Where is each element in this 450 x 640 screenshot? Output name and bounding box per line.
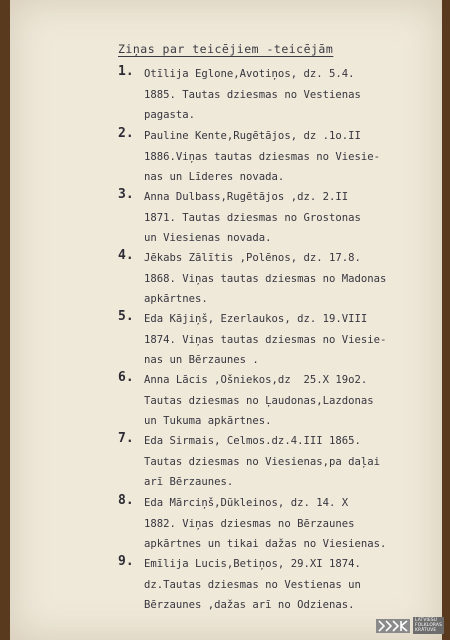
- entry-line: dz.Tautas dziesmas no Vestienas un: [144, 578, 361, 591]
- entry-number: 2.: [118, 126, 134, 141]
- entry-line: nas un Bērzaunes .: [144, 354, 259, 366]
- entry-line: un Tukuma apkārtnes.: [144, 415, 272, 427]
- entry-5: [120, 309, 450, 371]
- entry-line: 1882. Viņas dziesmas no Bērzaunes: [144, 517, 355, 530]
- entry-line: Pauline Kente,Rugētājos, dz .1o.II: [144, 130, 361, 142]
- entry-line: Bērzaunes ,dažas arī no Odzienas.: [144, 599, 355, 611]
- entry-number: 4.: [118, 248, 134, 263]
- logo-line: FOLKLORAS: [415, 623, 442, 628]
- entry-number: 1.: [118, 64, 134, 79]
- entry-number: 6.: [118, 370, 134, 385]
- entry-number: 9.: [118, 554, 134, 569]
- entry-number: 8.: [118, 493, 134, 508]
- logo-line: LATVIEŠU: [415, 618, 438, 623]
- logo-line: KRĀTUVE: [415, 628, 437, 633]
- entry-line: 1871. Tautas dziesmas no Grostonas: [144, 211, 361, 224]
- entry-7: [120, 431, 450, 493]
- entry-line: nas un Līderes novada.: [144, 171, 285, 183]
- lfk-logo-icon: [376, 619, 410, 633]
- entry-line: arī Bērzaunes.: [144, 476, 234, 488]
- entry-4: [120, 248, 450, 310]
- entry-line: 1868. Viņas tautas dziesmas no Madonas: [144, 272, 387, 285]
- entry-2: [120, 126, 450, 188]
- entry-line: 1886.Viņas tautas dziesmas no Viesie-: [144, 150, 380, 163]
- entry-line: 1885. Tautas dziesmas no Vestienas: [144, 88, 361, 101]
- entry-line: un Viesienas novada.: [144, 232, 272, 244]
- entry-1: [120, 64, 450, 126]
- entry-9: [120, 554, 450, 616]
- entry-line: 1874. Viņas tautas dziesmas no Viesie-: [144, 333, 387, 346]
- logo-text: [413, 617, 444, 634]
- entry-3: [120, 187, 450, 249]
- entry-line: Eda Kājiņš, Ezerlaukos, dz. 19.VIII: [144, 313, 368, 325]
- entry-line: Eda Sirmais, Celmos.dz.4.III 1865.: [144, 435, 361, 447]
- entry-line: Eda Mārciņš,Dūkleinos, dz. 14. X: [144, 497, 349, 509]
- document-page: [10, 0, 442, 640]
- entry-number: 5.: [118, 309, 134, 324]
- entry-number: 7.: [118, 431, 134, 446]
- entry-8: [120, 493, 450, 555]
- page-title: Ziņas par teicējiem -teicējām: [118, 42, 334, 56]
- archive-logo: [376, 617, 444, 634]
- entry-line: pagasta.: [144, 109, 196, 121]
- entry-line: Emīlija Lucis,Betiņos, 29.XI 1874.: [144, 558, 361, 570]
- entry-number: 3.: [118, 187, 134, 202]
- entry-line: Anna Lācis ,Ošniekos,dz 25.X 19o2.: [144, 374, 368, 386]
- entry-line: Otīlija Eglone,Avotiņos, dz. 5.4.: [144, 68, 355, 80]
- entry-line: apkārtnes un tikai dažas no Viesienas.: [144, 538, 387, 550]
- entry-6: [120, 370, 450, 432]
- entry-line: Anna Dulbass,Rugētājos ,dz. 2.II: [144, 191, 349, 203]
- entry-line: Tautas dziesmas no Ļaudonas,Lazdonas: [144, 394, 374, 407]
- entry-line: apkārtnes.: [144, 293, 208, 305]
- entry-line: Tautas dziesmas no Viesienas,pa daļai: [144, 455, 380, 468]
- entry-line: Jēkabs Zālītis ,Polēnos, dz. 17.8.: [144, 252, 361, 264]
